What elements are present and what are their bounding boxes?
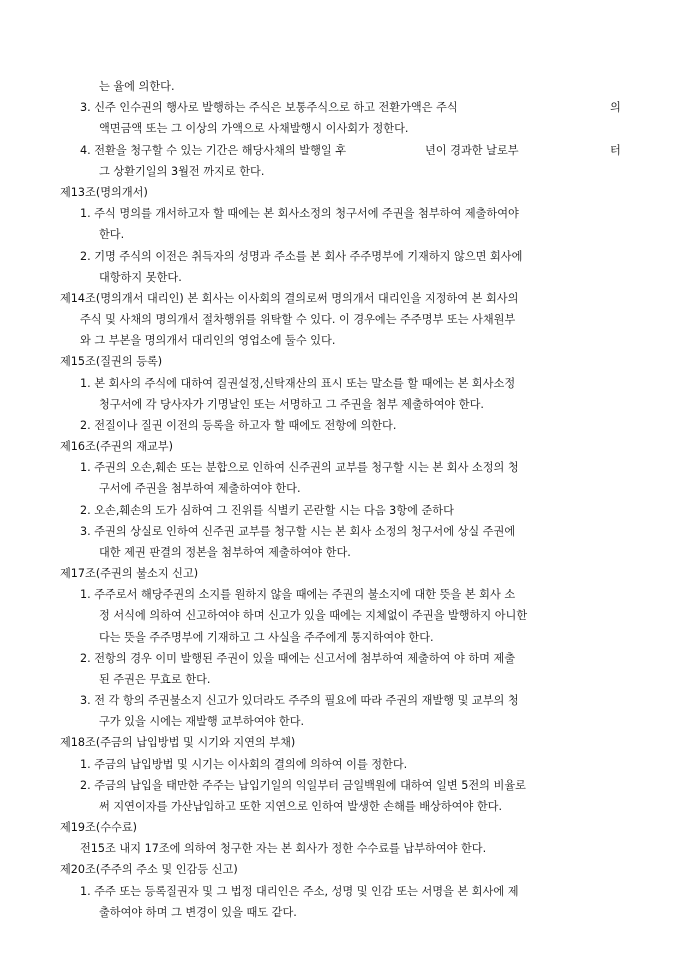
text-line: 2. 주금의 납입을 태만한 주주는 납입기일의 익일부터 금일백원에 대하여 일변 5전의 비율로 bbox=[80, 779, 526, 792]
text-line: 1. 본 회사의 주식에 대하여 질권설정,신탁재산의 표시 또는 말소를 할 때에는 본 회사소정 bbox=[80, 377, 516, 390]
text-line: 주식 및 사채의 명의개서 절차행위를 위탁할 수 있다. 이 경우에는 주주명부 또는 사채원부 bbox=[80, 313, 516, 326]
article-heading: 제15조(질권의 등록) bbox=[60, 355, 163, 368]
text-line: 대항하지 못한다. bbox=[99, 271, 182, 284]
text-line: 1. 주금의 납입방법 및 시기는 이사회의 결의에 의하여 이를 정한다. bbox=[80, 758, 408, 771]
article-heading: 제20조(주주의 주소 및 인감등 신고) bbox=[60, 863, 238, 876]
text-line: 3. 주권의 상실로 인하여 신주권 교부를 청구할 시는 본 회사 소정의 청구서에 상실 주권에 bbox=[80, 525, 516, 538]
text-line: 써 지연이자를 가산납입하고 또한 지연으로 인하여 발생한 손해를 배상하여야 한다. bbox=[99, 800, 503, 813]
article-heading: 제14조(명의개서 대리인) 본 회사는 이사회의 결의로써 명의개서 대리인을 지정하여 본 회사의 bbox=[60, 292, 519, 305]
text-line: 한다. bbox=[99, 228, 125, 241]
text-line: 청구서에 각 당사자가 기명날인 또는 서명하고 그 주권을 첨부 제출하여야 한다. bbox=[99, 398, 484, 411]
text-line: 2. 기명 주식의 이전은 취득자의 성명과 주소를 본 회사 주주명부에 기재하지 않으면 회사에 bbox=[80, 250, 523, 263]
text-line: 다는 뜻을 주주명부에 기재하고 그 사실을 주주에게 통지하여야 한다. bbox=[99, 631, 434, 644]
text-line: 1. 주주 또는 등록질권자 및 그 법정 대리인은 주소, 성명 및 인감 또는 서명을 본 회사에 제 bbox=[80, 885, 519, 898]
text-line: 액면금액 또는 그 이상의 가액으로 사채발행시 이사회가 정한다. bbox=[99, 122, 409, 135]
text-line: 의 bbox=[610, 101, 621, 114]
text-line: 그 상환기일의 3월전 까지로 한다. bbox=[99, 165, 265, 178]
text-line: 와 그 부본을 명의개서 대리인의 영업소에 둘수 있다. bbox=[80, 334, 336, 347]
text-line: 1. 주식 명의를 개서하고자 할 때에는 본 회사소정의 청구서에 주권을 첨부하여 제출하여야 bbox=[80, 207, 519, 220]
text-line: 터 bbox=[610, 144, 621, 157]
text-line: 1. 주권의 오손,훼손 또는 분합으로 인하여 신주권의 교부를 청구할 시는 본 회사 소정의 청 bbox=[80, 461, 519, 474]
text-line: 전15조 내지 17조에 의하여 청구한 자는 본 회사가 정한 수수료를 납부하여야 한다. bbox=[80, 842, 487, 855]
article-heading: 제18조(주금의 납입방법 및 시기와 지연의 부채) bbox=[60, 736, 296, 749]
text-line: 3. 전 각 항의 주권불소지 신고가 있더라도 주주의 필요에 따라 주권의 재발행 및 교부의 청 bbox=[80, 694, 519, 707]
article-heading: 제19조(수수료) bbox=[60, 821, 138, 834]
text-line: 구가 있을 시에는 재발행 교부하여야 한다. bbox=[99, 715, 305, 728]
article-heading: 제13조(명의개서) bbox=[60, 186, 148, 199]
text-line: 대한 제권 판결의 정본을 첨부하여 제출하여야 한다. bbox=[99, 546, 351, 559]
text-line: 3. 신주 인수권의 행사로 발행하는 주식은 보통주식으로 하고 전환가액은 주식 bbox=[80, 101, 458, 114]
text-line: 1. 주주로서 해당주권의 소지를 원하지 않을 때에는 주권의 불소지에 대한 뜻을 본 회사 소 bbox=[80, 588, 516, 601]
text-line: 출하여야 하며 그 변경이 있을 때도 같다. bbox=[99, 906, 297, 919]
text-line: 년이 경과한 날로부 bbox=[425, 144, 519, 157]
article-heading: 제16조(주권의 재교부) bbox=[60, 440, 173, 453]
text-line: 2. 전항의 경우 이미 발행된 주권이 있을 때에는 신고서에 첨부하여 제출하여 야 하며 제출 bbox=[80, 652, 516, 665]
text-line: 된 주권은 무효로 한다. bbox=[99, 673, 211, 686]
text-line: 2. 오손,훼손의 도가 심하여 그 진위를 식별키 곤란할 시는 다음 3항에 준하다 bbox=[80, 504, 454, 517]
article-heading: 제17조(주권의 불소지 신고) bbox=[60, 567, 199, 580]
text-line: 2. 전질이나 질권 이전의 등록을 하고자 할 때에도 전항에 의한다. bbox=[80, 419, 397, 432]
text-line: 구서에 주권을 첨부하여 제출하여야 한다. bbox=[99, 482, 301, 495]
text-line: 는 율에 의한다. bbox=[99, 80, 175, 93]
text-line: 4. 전환을 청구할 수 있는 기간은 해당사채의 발행일 후 bbox=[80, 144, 347, 157]
text-line: 정 서식에 의하여 신고하여야 하며 신고가 있을 때에는 지체없이 주권을 발행하지 아니한 bbox=[99, 609, 528, 622]
